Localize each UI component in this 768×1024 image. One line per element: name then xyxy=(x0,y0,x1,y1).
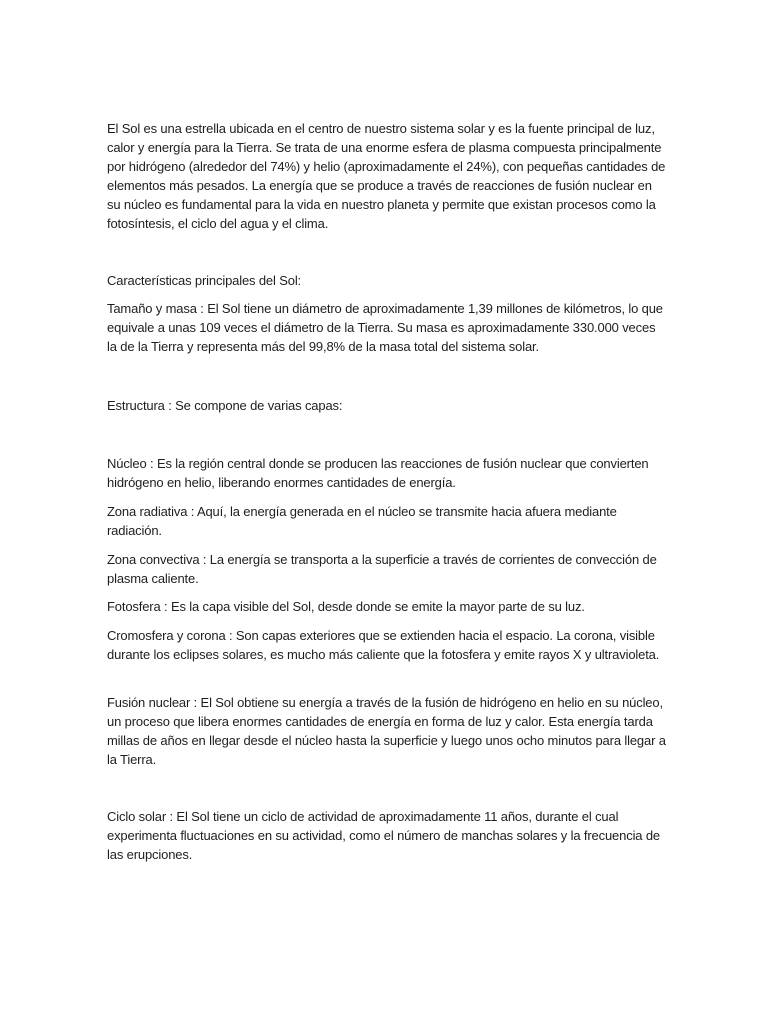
radiative-zone-paragraph: Zona radiativa : Aquí, la energía generada en el núcleo se transmite hacia afuera mediante radiación. xyxy=(107,504,617,538)
solar-cycle-paragraph: Ciclo solar : El Sol tiene un ciclo de actividad de aproximadamente 11 años, durante el cual experimenta fluctuaciones en su actividad, como el número de manchas solares y la frecuencia de las erupciones. xyxy=(107,809,661,862)
chromosphere-corona-paragraph: Cromosfera y corona : Son capas exteriores que se extienden hacia el espacio. La corona, visible durante los eclipses solares, es mucho más caliente que la fotosfera y emite rayos X y ultravioleta. xyxy=(107,628,660,662)
convective-zone-paragraph: Zona convectiva : La energía se transporta a la superficie a través de corrientes de convección de plasma caliente. xyxy=(107,552,657,586)
nuclear-fusion-paragraph: Fusión nuclear : El Sol obtiene su energía a través de la fusión de hidrógeno en helio en su núcleo, un proceso que libera enormes cantidades de energía en forma de luz y calor. Esta energía tarda millas de años en llegar desde el núcleo hasta la superficie y luego unos ocho minutos para llegar a la Tierra. xyxy=(107,695,666,767)
section-heading: Características principales del Sol: xyxy=(107,273,302,288)
photosphere-paragraph: Fotosfera : Es la capa visible del Sol, desde donde se emite la mayor parte de su luz. xyxy=(107,599,585,614)
core-paragraph: Núcleo : Es la región central donde se producen las reacciones de fusión nuclear que convierten hidrógeno en helio, liberando enormes cantidades de energía. xyxy=(107,456,649,490)
structure-paragraph: Estructura : Se compone de varias capas: xyxy=(107,398,343,413)
intro-paragraph: El Sol es una estrella ubicada en el centro de nuestro sistema solar y es la fuente principal de luz, calor y energía para la Tierra. Se trata de una enorme esfera de plasma compuesta principalmente por hidrógeno (alrededor del 74%) y helio (aproximadamente el 24%), con pequeñas cantidades de elementos más pesados. La energía que se produce a través de reacciones de fusión nuclear en su núcleo es fundamental para la vida en nuestro planeta y permite que existan procesos como la fotosíntesis, el ciclo del agua y el clima. xyxy=(107,121,666,231)
size-mass-paragraph: Tamaño y masa : El Sol tiene un diámetro de aproximadamente 1,39 millones de kilómetros, lo que equivale a unas 109 veces el diámetro de la Tierra. Su masa es aproximadamente 330.000 veces la de la Tierra y representa más del 99,8% de la masa total del sistema solar. xyxy=(107,301,663,354)
